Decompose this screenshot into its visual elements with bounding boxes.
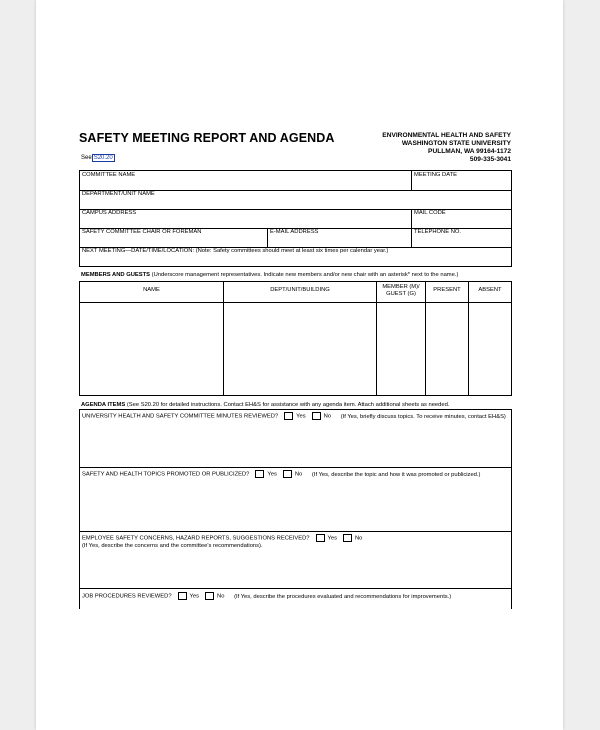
minutes-yes-checkbox[interactable] [284,412,293,420]
col-member-header-line2: GUEST (G) [386,291,416,297]
form-page [36,0,563,730]
minutes-yes-label: Yes [296,413,306,420]
procedures-yes-label: Yes [189,593,200,600]
procedures-question: JOB PROCEDURES REVIEWED? [82,593,172,600]
committee-name-field[interactable]: COMMITTEE NAME [82,172,136,178]
concerns-yes-checkbox[interactable] [316,534,325,542]
org-phone: 509-335-3041 [469,156,511,163]
concerns-no-checkbox[interactable] [343,534,352,542]
agenda-note: (See S20.20 for detailed instructions. Contact EH&S for assistance with any agenda item. Attach additional sheets as needed. [126,402,450,408]
next-meeting-field[interactable]: NEXT MEETING—DATE/TIME/LOCATION: (Note: Safety committees should meet at least six times per calendar year.) [82,248,389,254]
concerns-yes-label: Yes [327,535,337,542]
org-address: PULLMAN, WA 99164-1172 [428,148,511,155]
meeting-date-field[interactable]: MEETING DATE [414,172,458,178]
minutes-followup: (If Yes, briefly discuss topics. To receive minutes, contact EH&S) [340,413,506,420]
members-heading: MEMBERS AND GUESTS [81,272,151,278]
campus-address-field[interactable]: CAMPUS ADDRESS [82,210,137,216]
concerns-question: EMPLOYEE SAFETY CONCERNS, HAZARD REPORTS, SUGGESTIONS RECEIVED? [82,535,310,542]
form-title: SAFETY MEETING REPORT AND AGENDA [79,131,335,145]
concerns-followup: (If Yes, describe the concerns and the committee's recommendations). [82,542,263,549]
topics-yes-checkbox[interactable] [255,470,264,478]
col-present-header: PRESENT [433,287,461,293]
org-name: ENVIRONMENTAL HEALTH AND SAFETY [382,132,511,139]
topics-no-checkbox[interactable] [283,470,292,478]
minutes-question: UNIVERSITY HEALTH AND SAFETY COMMITTEE MINUTES REVIEWED? [82,413,279,420]
minutes-no-label: No [323,413,332,420]
agenda-item-minutes [82,412,506,421]
see-reference [81,155,115,161]
topics-yes-label: Yes [267,471,277,478]
col-member-header-line1: MEMBER (M)/ [382,284,420,290]
procedures-no-label: No [217,593,225,600]
procedures-followup: (If Yes, describe the procedures evaluated and recommendations for improvements.) [234,593,452,600]
minutes-no-checkbox[interactable] [312,412,321,420]
agenda-item-procedures [82,592,451,601]
agenda-item-concerns [82,534,362,550]
members-heading-line [81,272,458,278]
agenda-table [79,409,512,609]
see-reference-link[interactable]: S20.20 [93,155,113,161]
col-member-header [377,284,425,298]
see-prefix: See [81,155,92,161]
members-table [79,281,512,396]
topics-followup: (If Yes, describe the topic and how it was promoted or publicized.) [311,471,481,478]
members-note: (Underscore management representatives. Indicate new members and/or new chair with an asterisk* next to the name.) [151,272,459,278]
procedures-no-checkbox[interactable] [205,592,214,600]
topics-no-label: No [294,471,303,478]
telephone-field[interactable]: TELEPHONE NO. [414,229,462,235]
agenda-item-topics [82,470,480,479]
procedures-yes-checkbox[interactable] [178,592,187,600]
department-field[interactable]: DEPARTMENT/UNIT NAME [82,191,155,197]
concerns-no-label: No [355,535,363,542]
col-dept-header: DEPT/UNIT/BUILDING [270,287,330,293]
col-name-header: NAME [143,287,160,293]
col-absent-header: ABSENT [478,287,502,293]
mail-code-field[interactable]: MAIL CODE [414,210,446,216]
agenda-heading: AGENDA ITEMS [81,402,126,408]
email-field[interactable]: E-MAIL ADDRESS [270,229,319,235]
topics-question: SAFETY AND HEALTH TOPICS PROMOTED OR PUBLICIZED? [82,471,250,478]
org-university: WASHINGTON STATE UNIVERSITY [401,140,511,147]
info-grid [79,170,512,267]
agenda-heading-line [81,402,449,408]
chair-field[interactable]: SAFETY COMMITTEE CHAIR OR FOREMAN [82,229,202,235]
